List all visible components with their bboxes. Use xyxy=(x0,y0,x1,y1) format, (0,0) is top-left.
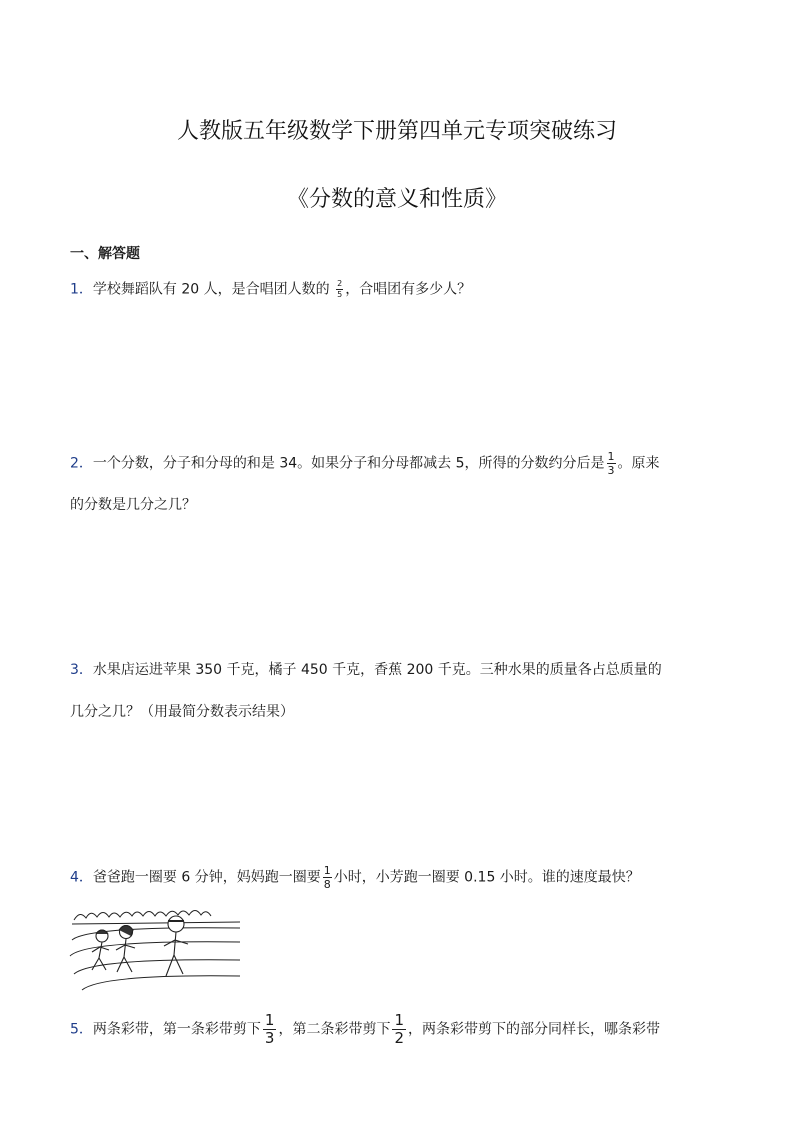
question-3-line-2: 几分之几？（用最简分数表示结果） xyxy=(70,704,294,720)
question-number: 5． xyxy=(70,1021,93,1038)
denominator: 3 xyxy=(264,1029,275,1047)
question-text: 。原来 xyxy=(617,455,660,472)
question-number: 1． xyxy=(70,281,93,298)
denominator: 3 xyxy=(607,464,615,477)
denominator: 2 xyxy=(394,1029,405,1047)
denominator: 8 xyxy=(323,878,331,891)
fraction xyxy=(607,450,616,477)
numerator: 1 xyxy=(607,450,615,463)
question-2-line-2: 的分数是几分之几？ xyxy=(70,497,196,513)
fraction xyxy=(336,279,343,300)
numerator: 2 xyxy=(337,279,343,288)
question-number: 4． xyxy=(70,869,93,886)
question-text: 水果店运进苹果 350 千克，橘子 450 千克，香蕉 200 千克。三种水果的质量各占总质量的 xyxy=(92,662,662,678)
question-2 xyxy=(70,450,660,477)
numerator: 1 xyxy=(394,1011,405,1029)
question-number: 3． xyxy=(70,662,93,678)
question-text: 一个分数，分子和分母的和是 34。如果分子和分母都减去 5，所得的分数约分后是 xyxy=(92,455,605,472)
question-3 xyxy=(70,660,662,680)
question-text: ，第二条彩带剪下 xyxy=(278,1021,391,1038)
running-track-illustration xyxy=(68,900,244,992)
fraction xyxy=(323,864,332,891)
denominator: 5 xyxy=(337,290,343,299)
numerator: 1 xyxy=(323,864,331,877)
question-4 xyxy=(70,864,640,891)
question-text: 爸爸跑一圈要 6 分钟，妈妈跑一圈要 xyxy=(92,869,321,886)
question-text: 学校舞蹈队有 20 人，是合唱团人数的 xyxy=(92,281,330,298)
page-title: 人教版五年级数学下册第四单元专项突破练习 xyxy=(176,119,617,144)
runner-boy-icon xyxy=(116,926,135,973)
question-1 xyxy=(70,279,471,300)
question-number: 2． xyxy=(70,455,93,472)
question-text: 小时，小芳跑一圈要 0.15 小时。谁的速度最快？ xyxy=(333,869,640,886)
page-subtitle: 《分数的意义和性质》 xyxy=(286,187,507,212)
runner-headband-icon xyxy=(164,916,188,976)
numerator: 1 xyxy=(264,1011,275,1029)
fraction xyxy=(263,1012,277,1047)
fraction xyxy=(392,1012,406,1047)
question-text: ，合唱团有多少人？ xyxy=(345,281,472,298)
question-5 xyxy=(70,1012,660,1047)
question-text: 两条彩带，第一条彩带剪下 xyxy=(92,1021,261,1038)
question-text: ，两条彩带剪下的部分同样长，哪条彩带 xyxy=(408,1021,661,1038)
section-heading: 一、解答题 xyxy=(70,246,140,262)
